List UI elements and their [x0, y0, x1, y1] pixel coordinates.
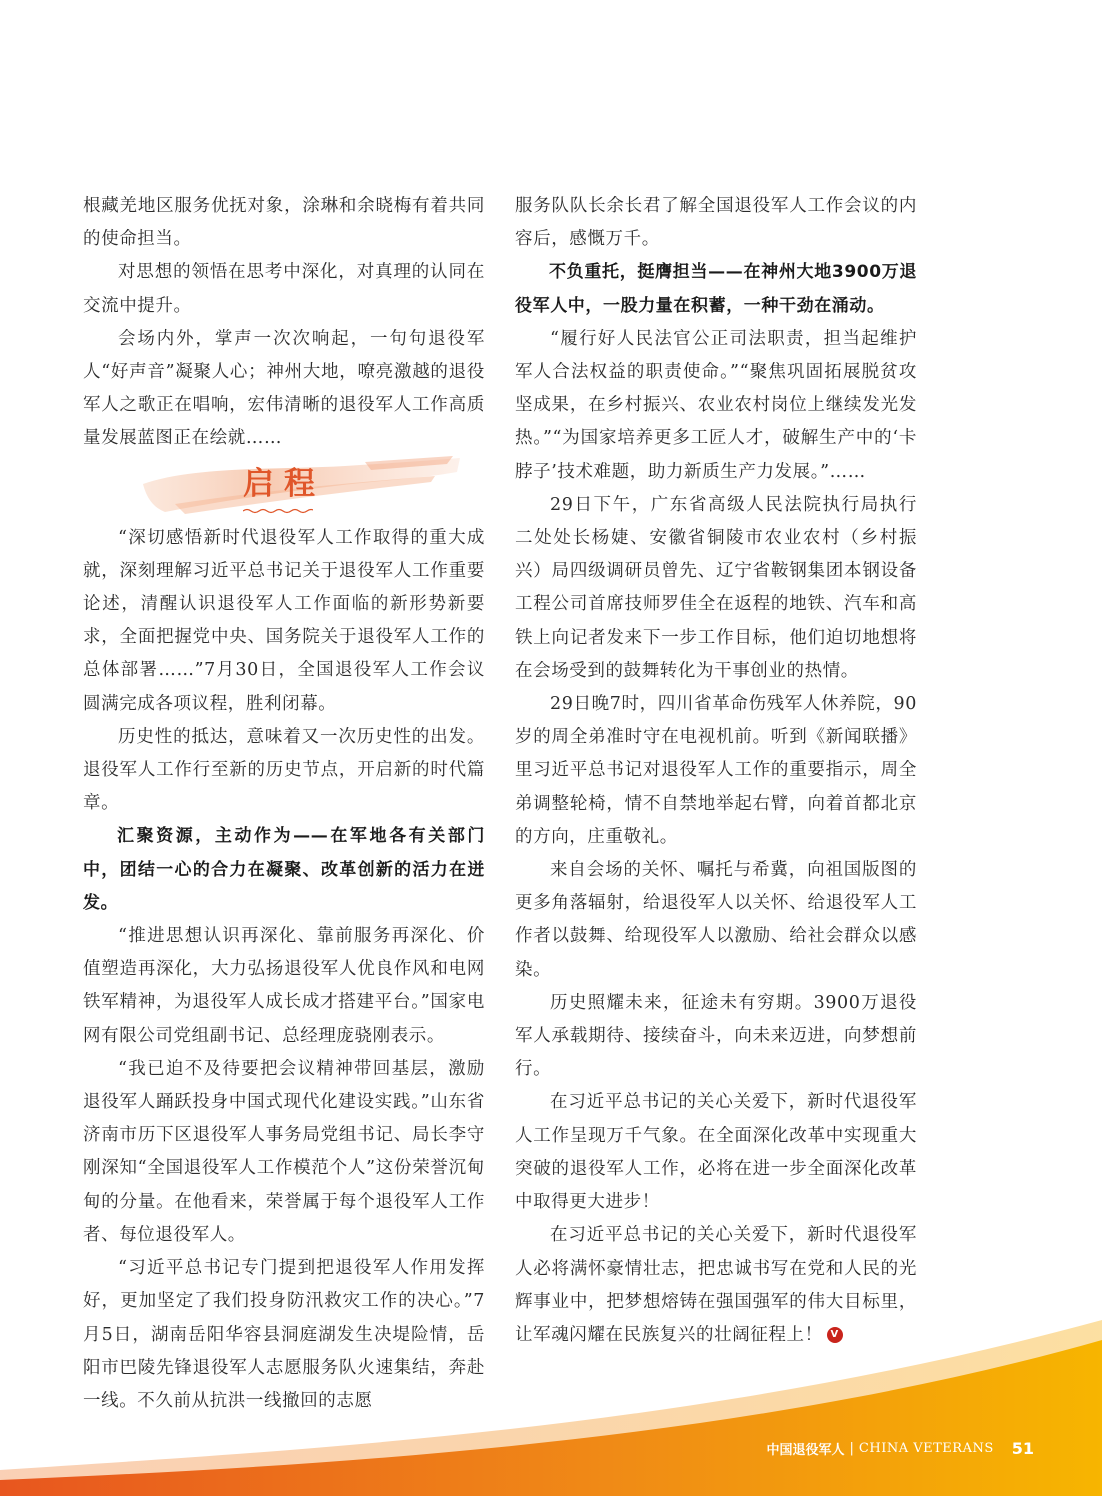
page-number: 51: [1011, 1439, 1034, 1458]
bold-lead-paragraph: 汇聚资源，主动作为——在军地各有关部门中，团结一心的合力在凝聚、改革创新的活力在迸发。: [83, 826, 485, 913]
paragraph: 历史照耀未来，征途未有穷期。3900万退役军人承载期待、接续奋斗，向未来迈进，向梦想前行。: [515, 992, 917, 1080]
paragraph: 29日晚7时，四川省革命伤残军人休养院，90岁的周全弟准时守在电视机前。听到《新闻联播》里习近平总书记对退役军人工作的重要指示，周全弟调整轮椅，情不自禁地举起右臂，向着首都北京的方向，庄重敬礼。: [515, 694, 917, 847]
paragraph: “深切感悟新时代退役军人工作取得的重大成就，深刻理解习近平总书记关于退役军人工作重要论述，清醒认识退役军人工作面临的新形势新要求，全面把握党中央、国务院关于退役军人工作的总体部署……”7月30日，全国退役军人工作会议圆满完成各项议程，胜利闭幕。: [83, 527, 485, 714]
paragraph: 在习近平总书记的关心关爱下，新时代退役军人工作呈现万千气象。在全面深化改革中实现重大突破的退役军人工作，必将在进一步全面深化改革中取得更大进步！: [515, 1092, 917, 1213]
section-heading: 启程: [243, 465, 325, 502]
section-heading-block: [83, 456, 485, 522]
paragraph: “推进思想认识再深化、靠前服务再深化、价值塑造再深化，大力弘扬退役军人优良作风和电网铁军精神，为退役军人成长成才搭建平台。”国家电网有限公司党组副书记、总经理庞骁刚表示。: [83, 926, 485, 1046]
wavy-underline-decoration: [243, 508, 313, 514]
paragraph: “习近平总书记专门提到把退役军人作用发挥好，更加坚定了我们投身防汛救灾工作的决心。”7月5日，湖南岳阳华容县洞庭湖发生决堤险情，岳阳市巴陵先锋退役军人志愿服务队火速集结，奔赴一线。不久前从抗洪一线撤回的志愿: [83, 1258, 485, 1411]
footer-wave-decoration: [0, 1320, 1102, 1496]
paragraph: “我已迫不及待要把会议精神带回基层，激励退役军人踊跃投身中国式现代化建设实践。”山东省济南市历下区退役军人事务局党组书记、局长李守刚深知“全国退役军人工作模范个人”这份荣誉沉甸甸的分量。在他看来，荣誉属于每个退役军人工作者、每位退役军人。: [83, 1058, 485, 1245]
footer-separator: |: [849, 1441, 854, 1456]
paragraph: “履行好人民法官公正司法职责，担当起维护军人合法权益的职责使命。”“聚焦巩固拓展脱贫攻坚成果，在乡村振兴、农业农村岗位上继续发光发热。”“为国家培养更多工匠人才，破解生产中的‘卡脖子’技术难题，助力新质生产力发展。”……: [515, 328, 917, 482]
paragraph: 29日下午，广东省高级人民法院执行局执行二处处长杨婕、安徽省铜陵市农业农村（乡村振兴）局四级调研员曾先、辽宁省鞍钢集团本钢设备工程公司首席技师罗佳全在返程的地铁、汽车和高铁上向记者发来下一步工作目标，他们迫切地想将在会场受到的鼓舞转化为干事创业的热情。: [515, 494, 917, 681]
magazine-name-cn: 中国退役军人: [766, 1443, 845, 1458]
paragraph: 对思想的领悟在思考中深化，对真理的认同在交流中提升。: [83, 262, 485, 316]
paragraph: 根藏羌地区服务优抚对象，涂琳和余晓梅有着共同的使命担当。: [83, 196, 485, 250]
paragraph: 来自会场的关怀、嘱托与希冀，向祖国版图的更多角落辐射，给退役军人以关怀、给退役军人工作者以鼓舞、给现役军人以激励、给社会群众以感染。: [515, 860, 917, 980]
right-column: [515, 190, 917, 1352]
paragraph: 服务队队长余长君了解全国退役军人工作会议的内容后，感慨万千。: [515, 196, 917, 250]
paragraph: 会场内外，掌声一次次响起，一句句退役军人“好声音”凝聚人心；神州大地，嘹亮激越的退役军人之歌正在唱响，宏伟清晰的退役军人工作高质量发展蓝图正在绘就……: [83, 328, 485, 449]
page-footer: [767, 1439, 1034, 1458]
left-column: [83, 190, 485, 1418]
end-mark-icon: V: [827, 1327, 843, 1343]
magazine-name-en: CHINA VETERANS: [858, 1441, 994, 1456]
paragraph: 历史性的抵达，意味着又一次历史性的出发。退役军人工作行至新的历史节点，开启新的时代篇章。: [83, 726, 485, 814]
bold-lead-paragraph: 不负重托，挺膺担当——在神州大地3900万退役军人中，一股力量在积蓄，一种干劲在涌动。: [515, 262, 917, 316]
closing-text: 在习近平总书记的关心关爱下，新时代退役军人必将满怀豪情壮志，把忠诚书写在党和人民的光辉事业中，把梦想熔铸在强国强军的伟大目标里，让军魂闪耀在民族复兴的壮阔征程上！: [515, 1225, 917, 1345]
